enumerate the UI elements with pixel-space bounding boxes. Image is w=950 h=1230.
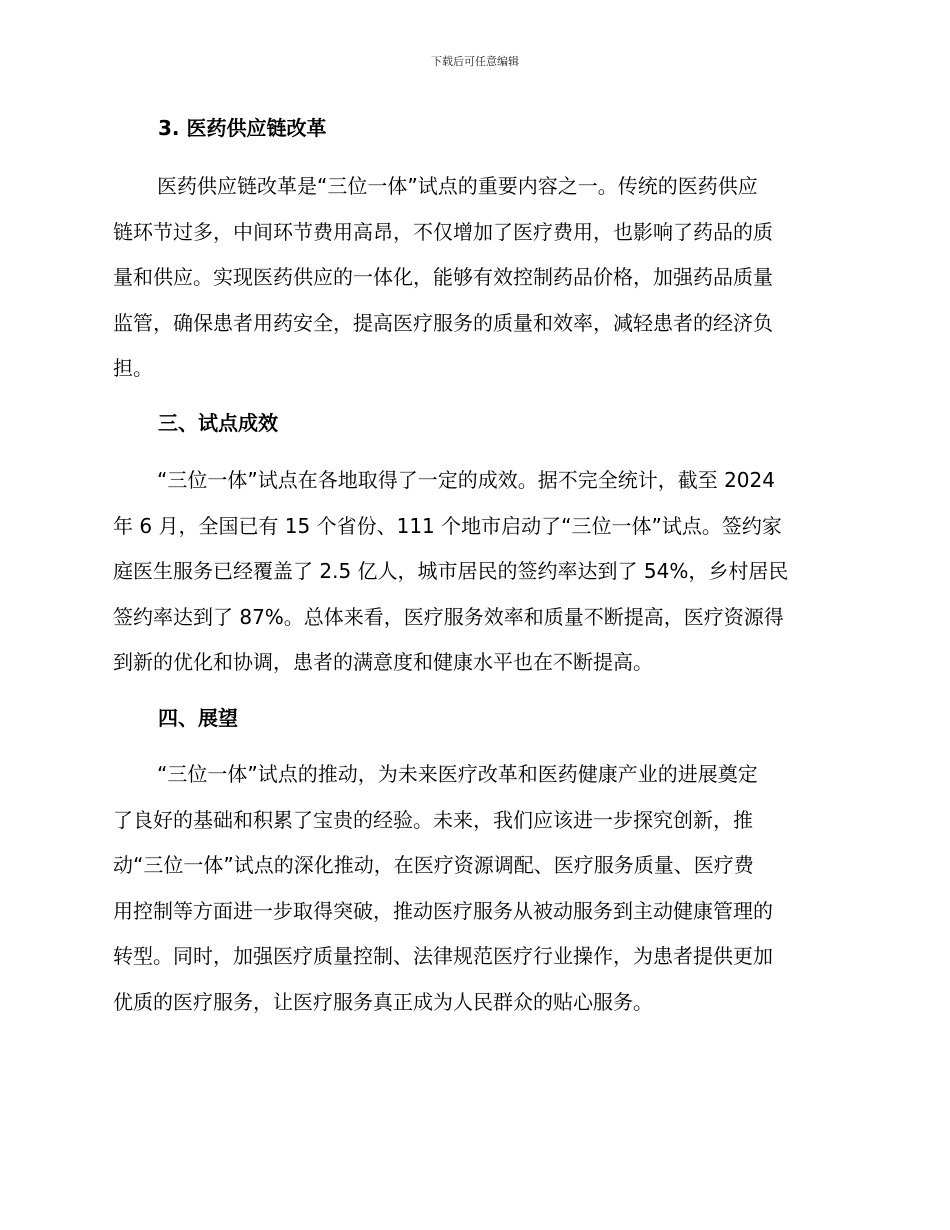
section-heading-supply-chain: 3. 医药供应链改革 — [158, 116, 327, 140]
paragraph-line: 转型。同时，加强医疗质量控制、法律规范医疗行业操作，为患者提供更加 — [113, 944, 773, 969]
paragraph-supply-chain — [113, 164, 843, 392]
paragraph-line: 担。 — [113, 356, 153, 381]
paragraph-results — [113, 458, 843, 686]
paragraph-outlook — [113, 752, 843, 1026]
section-heading-outlook: 四、展望 — [158, 706, 238, 730]
paragraph-line: 链环节过多，中间环节费用高昂，不仅增加了医疗费用，也影响了药品的质 — [113, 219, 773, 244]
paragraph-line: 医药供应链改革是“三位一体”试点的重要内容之一。传统的医药供应 — [157, 174, 758, 198]
page-header: 下载后可任意编辑 — [431, 55, 519, 68]
paragraph-line: 年 6 月，全国已有 15 个省份、111 个地市启动了“三位一体”试点。签约家 — [113, 513, 782, 538]
section-heading-results: 三、试点成效 — [158, 411, 278, 435]
paragraph-line: “三位一体”试点在各地取得了一定的成效。据不完全统计，截至 2024 — [157, 468, 775, 492]
paragraph-line: 监管，确保患者用药安全，提高医疗服务的质量和效率，减轻患者的经济负 — [113, 310, 773, 335]
paragraph-line: 签约率达到了 87%。总体来看，医疗服务效率和质量不断提高，医疗资源得 — [113, 604, 784, 629]
paragraph-line: 量和供应。实现医药供应的一体化，能够有效控制药品价格，加强药品质量 — [113, 265, 773, 290]
paragraph-line: “三位一体”试点的推动，为未来医疗改革和医药健康产业的进展奠定 — [157, 762, 758, 786]
paragraph-line: 到新的优化和协调，患者的满意度和健康水平也在不断提高。 — [113, 650, 653, 675]
paragraph-line: 优质的医疗服务，让医疗服务真正成为人民群众的贴心服务。 — [113, 989, 653, 1014]
paragraph-line: 用控制等方面进一步取得突破，推动医疗服务从被动服务到主动健康管理的 — [113, 898, 773, 923]
paragraph-line: 庭医生服务已经覆盖了 2.5 亿人，城市居民的签约率达到了 54%，乡村居民 — [113, 559, 789, 584]
paragraph-line: 了良好的基础和积累了宝贵的经验。未来，我们应该进一步探究创新，推 — [113, 807, 753, 832]
paragraph-line: 动“三位一体”试点的深化推动，在医疗资源调配、医疗服务质量、医疗费 — [113, 853, 754, 878]
